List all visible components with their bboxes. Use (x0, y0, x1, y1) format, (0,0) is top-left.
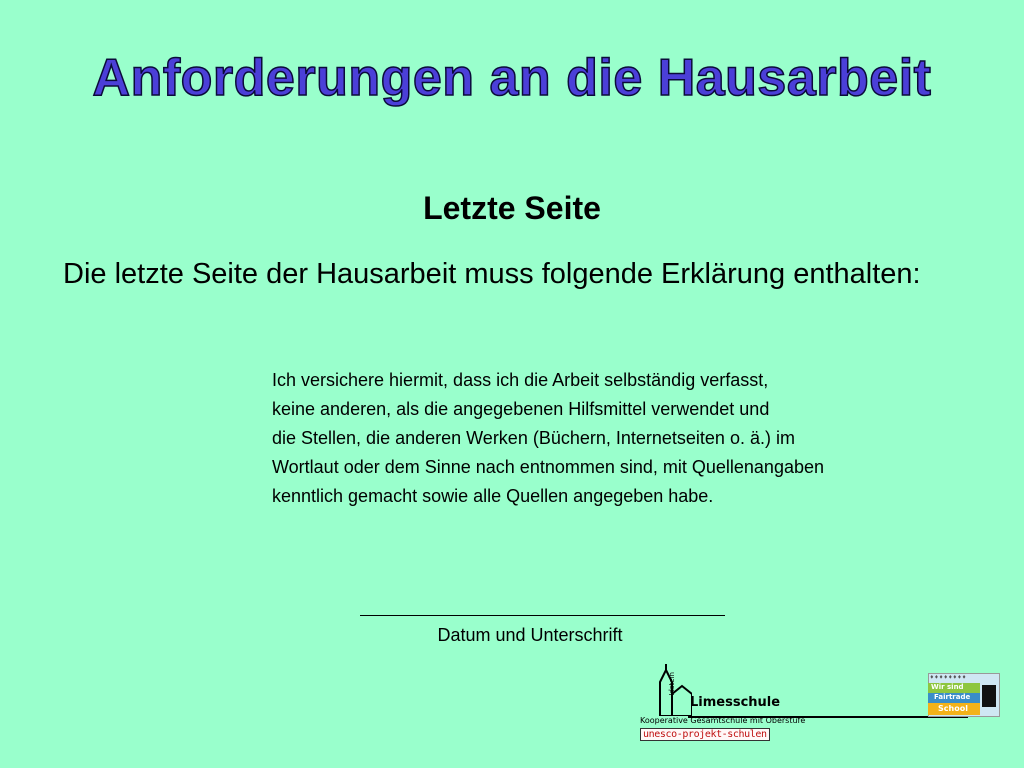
fairtrade-mark-icon (982, 685, 996, 707)
slide-title: Anforderungen an die Hausarbeit (92, 49, 932, 107)
school-logo (638, 664, 971, 746)
badge-line-1: Wir sind (931, 683, 964, 691)
school-tagline: Kooperative Gesamtschule mit Oberstufe (640, 716, 806, 725)
intro-text: Die letzte Seite der Hausarbeit muss folgende Erklärung enthalten: (63, 258, 921, 290)
badge-line-3: School (938, 704, 968, 713)
signature-label: Datum und Unterschrift (437, 625, 623, 645)
badge-line-2: Fairtrade (934, 693, 971, 701)
signature-line (360, 615, 725, 616)
unesco-label: unesco-projekt-schulen (640, 728, 770, 741)
declaration-line: Wortlaut oder dem Sinne nach entnommen sind, mit Quellenangaben (272, 457, 824, 477)
slide-subtitle: Letzte Seite (423, 190, 601, 226)
declaration-line: keine anderen, als die angegebenen Hilfsmittel verwendet und (272, 399, 770, 419)
fairtrade-school-badge (928, 673, 998, 715)
school-logo-vertical-text: Idstein (668, 672, 676, 696)
declaration-line: die Stellen, die anderen Werken (Büchern, Internetseiten o. ä.) im (272, 428, 795, 448)
badge-decoration: ♦♦♦♦♦♦♦♦ (930, 674, 967, 681)
declaration-line: Ich versichere hiermit, dass ich die Arbeit selbständig verfasst, (272, 370, 769, 390)
declaration-text (272, 366, 972, 511)
school-name: Limesschule (690, 695, 781, 710)
declaration-line: kenntlich gemacht sowie alle Quellen angegeben habe. (272, 486, 714, 506)
